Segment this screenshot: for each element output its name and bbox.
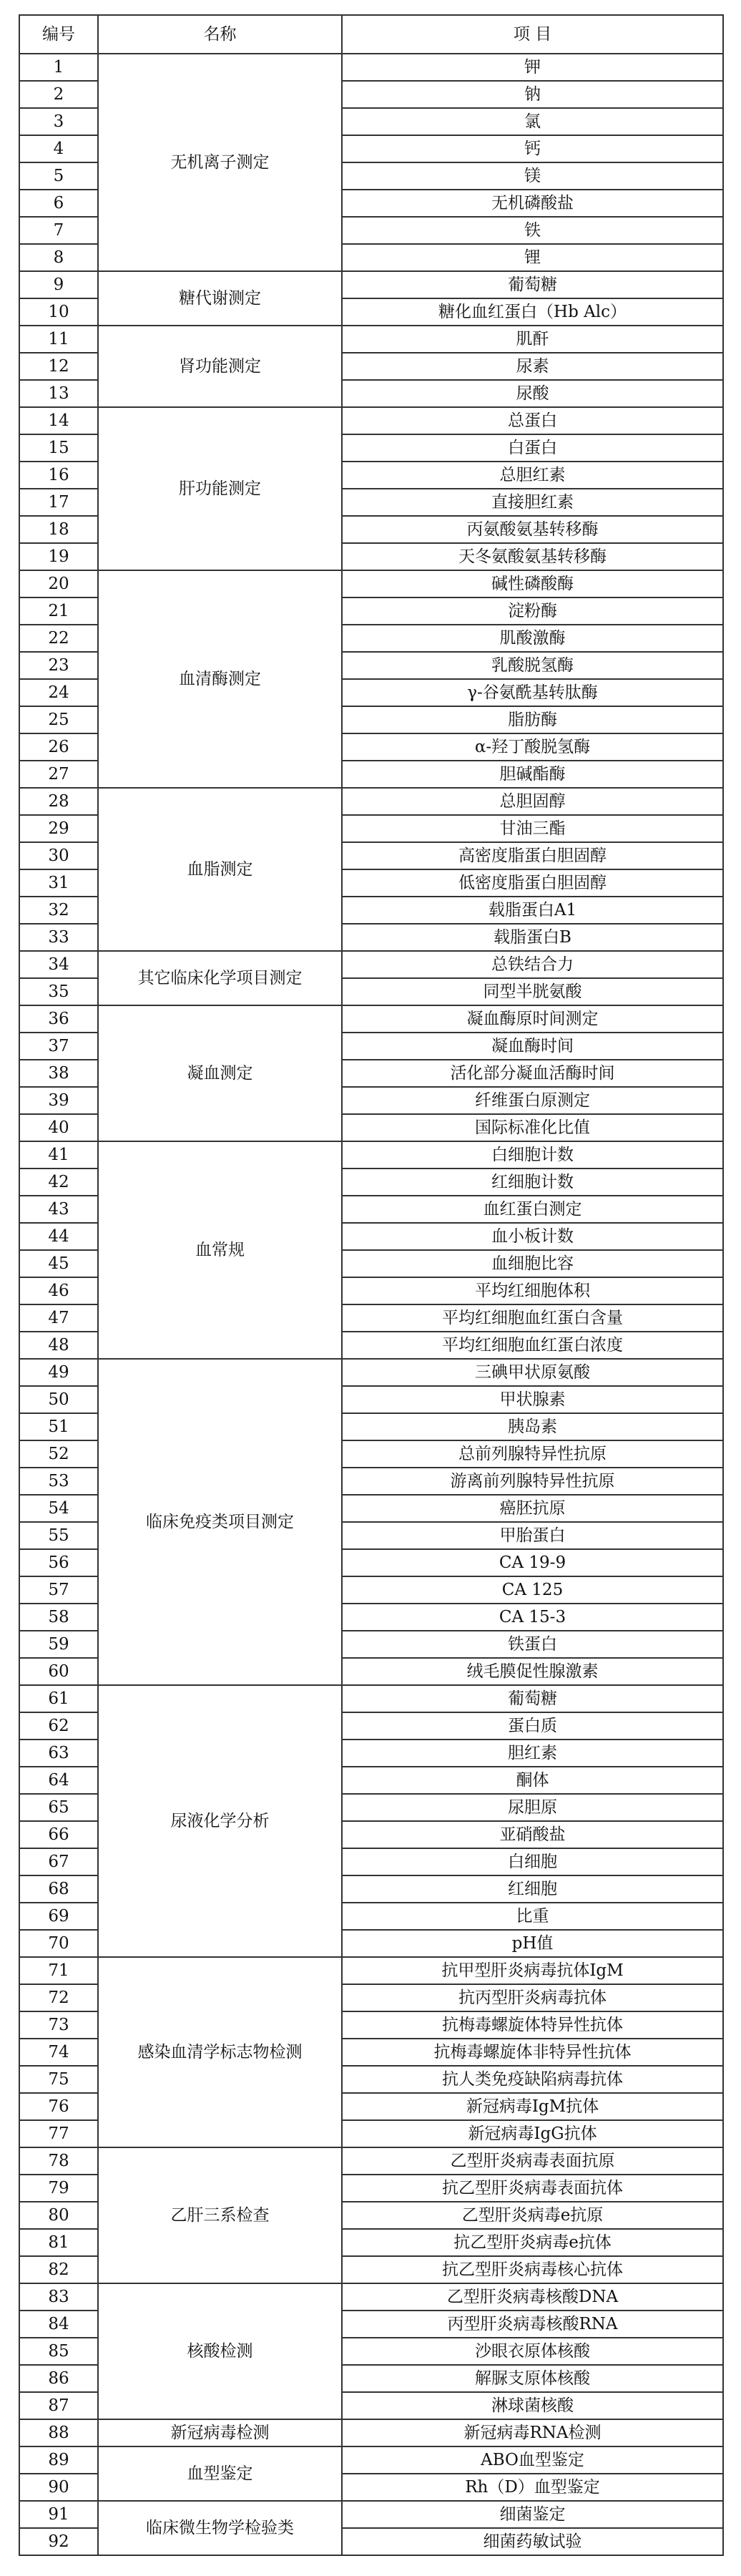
test-item: 抗乙型肝炎病毒核心抗体 (342, 2256, 723, 2283)
test-item: 丙氨酸氨基转移酶 (342, 516, 723, 543)
category-name: 新冠病毒检测 (98, 2419, 342, 2446)
table-row (19, 570, 723, 597)
row-number: 19 (19, 543, 98, 570)
table-row (19, 2501, 723, 2528)
test-item: 尿素 (342, 353, 723, 380)
test-item: 纤维蛋白原测定 (342, 1087, 723, 1114)
category-name: 凝血测定 (98, 1005, 342, 1141)
test-item: CA 15-3 (342, 1604, 723, 1631)
test-item: 酮体 (342, 1767, 723, 1794)
row-number: 28 (19, 788, 98, 815)
category-name: 无机离子测定 (98, 54, 342, 271)
row-number: 56 (19, 1549, 98, 1576)
header-name: 名称 (98, 15, 342, 54)
row-number: 61 (19, 1685, 98, 1712)
header-row (19, 15, 723, 54)
row-number: 73 (19, 2011, 98, 2039)
test-item: 抗乙型肝炎病毒表面抗体 (342, 2175, 723, 2202)
test-item: 乙型肝炎病毒核酸DNA (342, 2283, 723, 2311)
row-number: 49 (19, 1359, 98, 1386)
test-item: 总蛋白 (342, 407, 723, 434)
table-row (19, 1359, 723, 1386)
header-item: 项 目 (342, 15, 723, 54)
test-item: 国际标准化比值 (342, 1114, 723, 1141)
row-number: 67 (19, 1848, 98, 1875)
test-item: 淋球菌核酸 (342, 2392, 723, 2419)
row-number: 27 (19, 761, 98, 788)
test-item: γ-谷氨酰基转肽酶 (342, 679, 723, 706)
test-item: 胰岛素 (342, 1413, 723, 1440)
row-number: 86 (19, 2365, 98, 2392)
row-number: 42 (19, 1169, 98, 1196)
test-item: 比重 (342, 1903, 723, 1930)
category-name: 核酸检测 (98, 2283, 342, 2419)
row-number: 84 (19, 2311, 98, 2338)
test-item: 总铁结合力 (342, 951, 723, 978)
row-number: 26 (19, 733, 98, 761)
test-item: 活化部分凝血活酶时间 (342, 1060, 723, 1087)
category-name: 血脂测定 (98, 788, 342, 951)
test-item: 血红蛋白测定 (342, 1196, 723, 1223)
row-number: 10 (19, 298, 98, 326)
test-item: 红细胞计数 (342, 1169, 723, 1196)
test-item: 癌胚抗原 (342, 1495, 723, 1522)
category-name: 其它临床化学项目测定 (98, 951, 342, 1005)
row-number: 3 (19, 108, 98, 135)
test-item: 胆红素 (342, 1740, 723, 1767)
header-number: 编号 (19, 15, 98, 54)
row-number: 2 (19, 81, 98, 108)
row-number: 7 (19, 217, 98, 244)
test-item: 沙眼衣原体核酸 (342, 2338, 723, 2365)
category-name: 临床免疫类项目测定 (98, 1359, 342, 1685)
test-item: 凝血酶时间 (342, 1033, 723, 1060)
test-item: 游离前列腺特异性抗原 (342, 1468, 723, 1495)
test-item: α-羟丁酸脱氢酶 (342, 733, 723, 761)
row-number: 88 (19, 2419, 98, 2446)
lab-test-table (19, 14, 724, 2556)
table-row (19, 407, 723, 434)
row-number: 5 (19, 162, 98, 190)
test-item: 镁 (342, 162, 723, 190)
test-item: 平均红细胞血红蛋白含量 (342, 1304, 723, 1332)
row-number: 57 (19, 1576, 98, 1604)
row-number: 64 (19, 1767, 98, 1794)
row-number: 58 (19, 1604, 98, 1631)
table-body (19, 54, 723, 2555)
row-number: 36 (19, 1005, 98, 1033)
test-item: 血小板计数 (342, 1223, 723, 1250)
row-number: 32 (19, 897, 98, 924)
table-row (19, 271, 723, 298)
row-number: 51 (19, 1413, 98, 1440)
test-item: 抗甲型肝炎病毒抗体IgM (342, 1957, 723, 1984)
test-item: Rh（D）血型鉴定 (342, 2474, 723, 2501)
table-row (19, 54, 723, 81)
test-item: CA 19-9 (342, 1549, 723, 1576)
row-number: 1 (19, 54, 98, 81)
table-row (19, 2147, 723, 2175)
test-item: 乳酸脱氢酶 (342, 652, 723, 679)
test-item: 白蛋白 (342, 434, 723, 462)
row-number: 63 (19, 1740, 98, 1767)
test-item: 甲胎蛋白 (342, 1522, 723, 1549)
table-row (19, 326, 723, 353)
row-number: 17 (19, 489, 98, 516)
row-number: 24 (19, 679, 98, 706)
category-name: 血型鉴定 (98, 2446, 342, 2501)
test-item: 肌酐 (342, 326, 723, 353)
row-number: 79 (19, 2175, 98, 2202)
test-item: 钠 (342, 81, 723, 108)
test-item: 低密度脂蛋白胆固醇 (342, 869, 723, 897)
category-name: 临床微生物学检验类 (98, 2501, 342, 2555)
row-number: 43 (19, 1196, 98, 1223)
row-number: 62 (19, 1712, 98, 1740)
row-number: 9 (19, 271, 98, 298)
test-item: 淀粉酶 (342, 597, 723, 625)
row-number: 45 (19, 1250, 98, 1277)
category-name: 尿液化学分析 (98, 1685, 342, 1957)
category-name: 肝功能测定 (98, 407, 342, 570)
test-item: 脂肪酶 (342, 706, 723, 733)
test-item: 天冬氨酸氨基转移酶 (342, 543, 723, 570)
row-number: 89 (19, 2446, 98, 2474)
test-item: ABO血型鉴定 (342, 2446, 723, 2474)
table-row (19, 1141, 723, 1169)
category-name: 糖代谢测定 (98, 271, 342, 326)
row-number: 91 (19, 2501, 98, 2528)
row-number: 82 (19, 2256, 98, 2283)
row-number: 31 (19, 869, 98, 897)
row-number: 76 (19, 2093, 98, 2120)
row-number: 52 (19, 1440, 98, 1468)
table-row (19, 1957, 723, 1984)
row-number: 90 (19, 2474, 98, 2501)
category-name: 血清酶测定 (98, 570, 342, 788)
test-item: 胆碱酯酶 (342, 761, 723, 788)
row-number: 13 (19, 380, 98, 407)
test-item: 葡萄糖 (342, 271, 723, 298)
row-number: 74 (19, 2039, 98, 2066)
lab-test-table-container (19, 14, 741, 2561)
row-number: 21 (19, 597, 98, 625)
table-row (19, 788, 723, 815)
row-number: 44 (19, 1223, 98, 1250)
test-item: 丙型肝炎病毒核酸RNA (342, 2311, 723, 2338)
row-number: 22 (19, 625, 98, 652)
row-number: 75 (19, 2066, 98, 2093)
test-item: 三碘甲状原氨酸 (342, 1359, 723, 1386)
table-row (19, 2446, 723, 2474)
test-item: 高密度脂蛋白胆固醇 (342, 842, 723, 869)
row-number: 70 (19, 1930, 98, 1957)
row-number: 11 (19, 326, 98, 353)
test-item: 新冠病毒RNA检测 (342, 2419, 723, 2446)
test-item: 新冠病毒IgM抗体 (342, 2093, 723, 2120)
table-row (19, 2283, 723, 2311)
test-item: 尿胆原 (342, 1794, 723, 1821)
table-row (19, 951, 723, 978)
row-number: 6 (19, 190, 98, 217)
row-number: 66 (19, 1821, 98, 1848)
row-number: 85 (19, 2338, 98, 2365)
row-number: 33 (19, 924, 98, 951)
category-name: 感染血清学标志物检测 (98, 1957, 342, 2147)
test-item: 红细胞 (342, 1875, 723, 1903)
row-number: 41 (19, 1141, 98, 1169)
test-item: 白细胞计数 (342, 1141, 723, 1169)
row-number: 92 (19, 2528, 98, 2555)
row-number: 34 (19, 951, 98, 978)
test-item: 抗乙型肝炎病毒e抗体 (342, 2229, 723, 2256)
test-item: 无机磷酸盐 (342, 190, 723, 217)
test-item: 细菌鉴定 (342, 2501, 723, 2528)
test-item: 糖化血红蛋白（Hb Alc） (342, 298, 723, 326)
row-number: 83 (19, 2283, 98, 2311)
test-item: 总胆红素 (342, 462, 723, 489)
test-item: 碱性磷酸酶 (342, 570, 723, 597)
test-item: 凝血酶原时间测定 (342, 1005, 723, 1033)
row-number: 81 (19, 2229, 98, 2256)
test-item: 平均红细胞体积 (342, 1277, 723, 1304)
row-number: 71 (19, 1957, 98, 1984)
test-item: 铁 (342, 217, 723, 244)
row-number: 46 (19, 1277, 98, 1304)
category-name: 血常规 (98, 1141, 342, 1359)
row-number: 38 (19, 1060, 98, 1087)
test-item: 尿酸 (342, 380, 723, 407)
test-item: 载脂蛋白B (342, 924, 723, 951)
test-item: 葡萄糖 (342, 1685, 723, 1712)
table-row (19, 1685, 723, 1712)
row-number: 78 (19, 2147, 98, 2175)
test-item: 新冠病毒IgG抗体 (342, 2120, 723, 2147)
test-item: 解脲支原体核酸 (342, 2365, 723, 2392)
row-number: 8 (19, 244, 98, 271)
row-number: 60 (19, 1658, 98, 1685)
row-number: 59 (19, 1631, 98, 1658)
row-number: 72 (19, 1984, 98, 2011)
row-number: 54 (19, 1495, 98, 1522)
test-item: 总前列腺特异性抗原 (342, 1440, 723, 1468)
row-number: 18 (19, 516, 98, 543)
test-item: 抗梅毒螺旋体非特异性抗体 (342, 2039, 723, 2066)
test-item: 总胆固醇 (342, 788, 723, 815)
test-item: 白细胞 (342, 1848, 723, 1875)
row-number: 50 (19, 1386, 98, 1413)
row-number: 16 (19, 462, 98, 489)
test-item: 细菌药敏试验 (342, 2528, 723, 2555)
row-number: 55 (19, 1522, 98, 1549)
test-item: 肌酸激酶 (342, 625, 723, 652)
test-item: 抗人类免疫缺陷病毒抗体 (342, 2066, 723, 2093)
test-item: 抗丙型肝炎病毒抗体 (342, 1984, 723, 2011)
test-item: 乙型肝炎病毒表面抗原 (342, 2147, 723, 2175)
table-row (19, 1005, 723, 1033)
test-item: 甘油三酯 (342, 815, 723, 842)
test-item: 锂 (342, 244, 723, 271)
test-item: CA 125 (342, 1576, 723, 1604)
test-item: 平均红细胞血红蛋白浓度 (342, 1332, 723, 1359)
test-item: 乙型肝炎病毒e抗原 (342, 2202, 723, 2229)
test-item: 绒毛膜促性腺激素 (342, 1658, 723, 1685)
row-number: 69 (19, 1903, 98, 1930)
row-number: 37 (19, 1033, 98, 1060)
test-item: pH值 (342, 1930, 723, 1957)
test-item: 氯 (342, 108, 723, 135)
row-number: 87 (19, 2392, 98, 2419)
row-number: 12 (19, 353, 98, 380)
test-item: 甲状腺素 (342, 1386, 723, 1413)
row-number: 40 (19, 1114, 98, 1141)
test-item: 载脂蛋白A1 (342, 897, 723, 924)
test-item: 直接胆红素 (342, 489, 723, 516)
row-number: 23 (19, 652, 98, 679)
row-number: 68 (19, 1875, 98, 1903)
test-item: 铁蛋白 (342, 1631, 723, 1658)
row-number: 35 (19, 978, 98, 1005)
test-item: 亚硝酸盐 (342, 1821, 723, 1848)
row-number: 77 (19, 2120, 98, 2147)
row-number: 14 (19, 407, 98, 434)
row-number: 15 (19, 434, 98, 462)
row-number: 65 (19, 1794, 98, 1821)
row-number: 29 (19, 815, 98, 842)
row-number: 80 (19, 2202, 98, 2229)
test-item: 钙 (342, 135, 723, 162)
test-item: 抗梅毒螺旋体特异性抗体 (342, 2011, 723, 2039)
row-number: 53 (19, 1468, 98, 1495)
row-number: 4 (19, 135, 98, 162)
category-name: 乙肝三系检查 (98, 2147, 342, 2283)
test-item: 血细胞比容 (342, 1250, 723, 1277)
category-name: 肾功能测定 (98, 326, 342, 407)
row-number: 47 (19, 1304, 98, 1332)
row-number: 20 (19, 570, 98, 597)
row-number: 25 (19, 706, 98, 733)
test-item: 钾 (342, 54, 723, 81)
row-number: 48 (19, 1332, 98, 1359)
row-number: 30 (19, 842, 98, 869)
test-item: 蛋白质 (342, 1712, 723, 1740)
test-item: 同型半胱氨酸 (342, 978, 723, 1005)
row-number: 39 (19, 1087, 98, 1114)
table-row (19, 2419, 723, 2446)
